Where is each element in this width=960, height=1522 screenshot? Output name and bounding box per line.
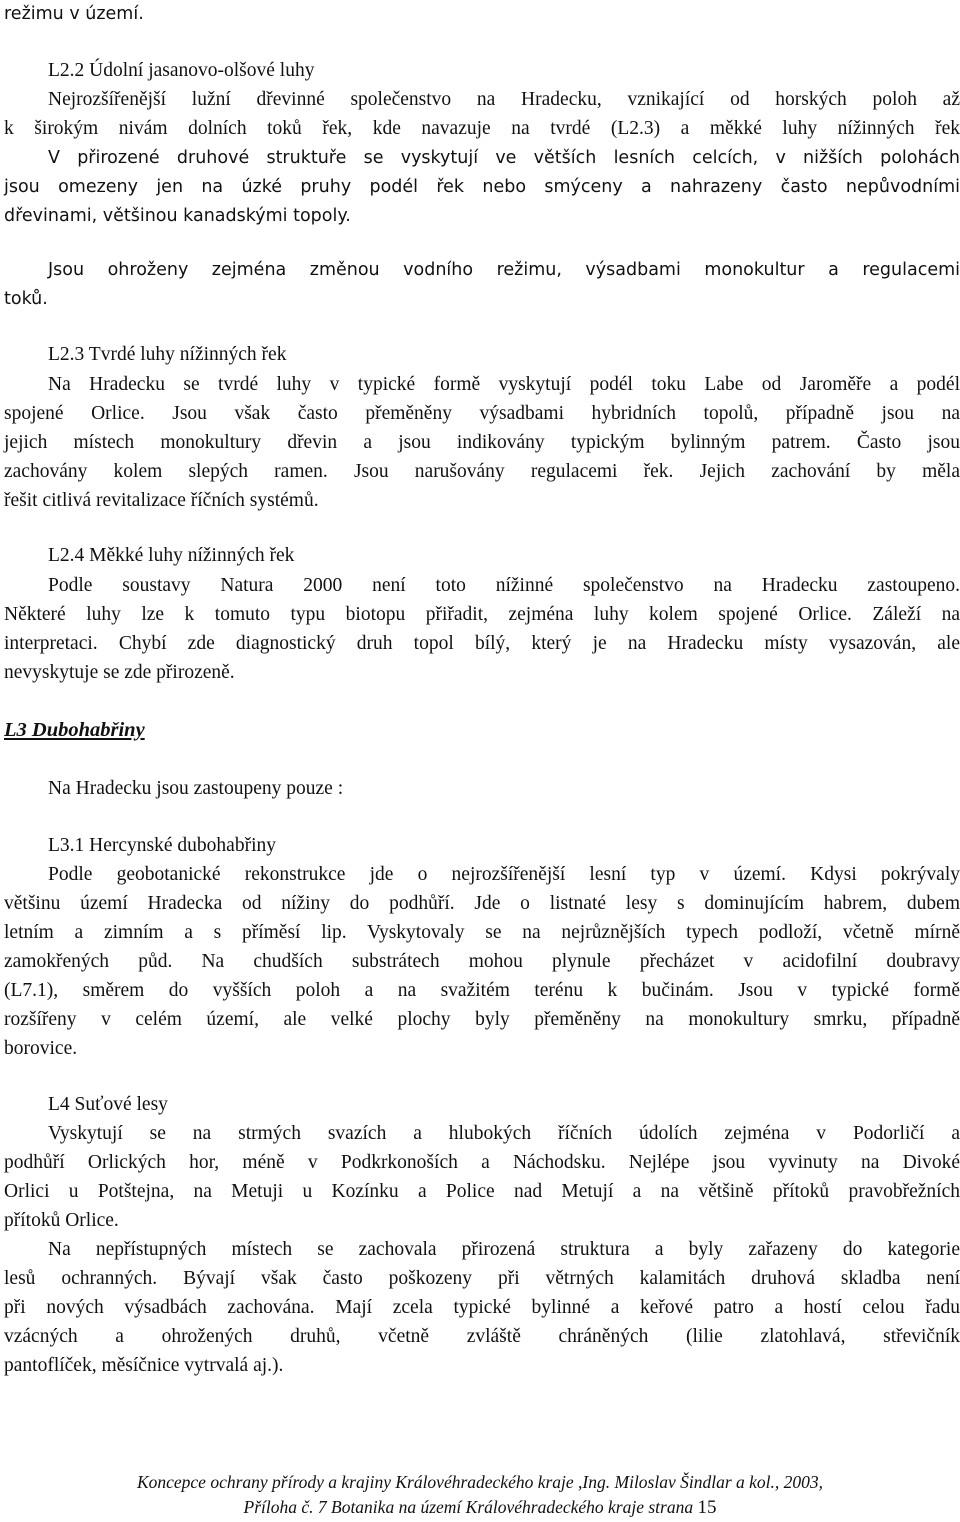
- subsection-title: L2.4 Měkké luhy nížinných řek: [48, 545, 295, 566]
- section-heading: L3 Dubohabřiny: [4, 719, 145, 741]
- page-number: 15: [697, 1497, 717, 1518]
- text-line: jejich místech monokultury dřevin a jsou indikovány typickým bylinným patrem. Často jsou: [4, 432, 960, 453]
- text-line: zachovány kolem slepých ramen. Jsou narušovány regulacemi řek. Jejich zachování by měla: [4, 461, 960, 482]
- subsection-title: L2.2 Údolní jasanovo-olšové luhy: [48, 60, 315, 81]
- text-line: při nových výsadbách zachována. Mají zcela typické bylinné a keřové patro a hostí celou řadu: [4, 1297, 960, 1318]
- text-line: Na nepřístupných místech se zachovala přirozená struktura a byly zařazeny do kategorie: [48, 1239, 960, 1260]
- text-line: Nejrozšířenější lužní dřevinné společenstvo na Hradecku, vznikající od horských poloh až: [48, 89, 960, 110]
- text-line: Na Hradecku se tvrdé luhy v typické formě vyskytují podél toku Labe od Jaroměře a podél: [48, 374, 960, 395]
- text-line: Podle geobotanické rekonstrukce jde o nejrozšířenější lesní typ v území. Kdysi pokrývaly: [48, 864, 960, 885]
- subsection-title: Na Hradecku jsou zastoupeny pouze :: [48, 778, 344, 799]
- text-line: spojené Orlice. Jsou však často přeměněny výsadbami hybridních topolů, případně jsou na: [4, 403, 960, 424]
- text-line: vzácných a ohrožených druhů, včetně zvláště chráněných (lilie zlatohlavá, střevičník: [4, 1326, 960, 1347]
- text-line: k širokým nivám dolních toků řek, kde navazuje na tvrdé (L2.3) a měkké luhy nížinných řek: [4, 118, 960, 139]
- text-line: režimu v území.: [4, 4, 144, 24]
- text-line: V přirozené druhové struktuře se vyskytují ve větších lesních celcích, v nižších polohách: [48, 148, 960, 168]
- text-line: jsou omezeny jen na úzké pruhy podél řek nebo smýceny a nahrazeny často nepůvodními: [4, 177, 960, 197]
- text-line: borovice.: [4, 1038, 78, 1059]
- text-line: Podle soustavy Natura 2000 není toto nížinné společenstvo na Hradecku zastoupeno.: [48, 575, 960, 596]
- footer-line-2: [0, 1495, 960, 1520]
- text-line: Orlici u Potštejna, na Metuji u Kozínku a Police nad Metují a na většině přítoků pravobřežních: [4, 1181, 960, 1202]
- text-line: toků.: [4, 289, 48, 309]
- subsection-title: L4 Suťové lesy: [48, 1094, 168, 1115]
- subsection-title: L2.3 Tvrdé luhy nížinných řek: [48, 344, 287, 365]
- text-line: Některé luhy lze k tomuto typu biotopu přiřadit, zejména luhy kolem spojené Orlice. Záleží na: [4, 604, 960, 625]
- text-line: letním a zimním a s příměsí lip. Vyskytovaly se na nejrůznějších typech podloží, včetně mírně: [4, 922, 960, 943]
- text-line: dřevinami, většinou kanadskými topoly.: [4, 206, 351, 226]
- text-line: většinu území Hradecka od nížiny do podhůří. Jde o listnaté lesy s dominujícím habrem, dubem: [4, 893, 960, 914]
- text-line: řešit citlivá revitalizace říčních systémů.: [4, 490, 319, 511]
- subsection-title: L3.1 Hercynské dubohabřiny: [48, 835, 276, 856]
- text-line: přítoků Orlice.: [4, 1210, 119, 1231]
- text-line: Jsou ohroženy zejména změnou vodního režimu, výsadbami monokultur a regulacemi: [48, 260, 960, 280]
- text-line: podhůří Orlických hor, méně v Podkrkonoších a Náchodsku. Nejlépe jsou vyvinuty na Divoké: [4, 1152, 960, 1173]
- text-line: rozšířeny v celém území, ale velké plochy byly přeměněny na monokultury smrku, případně: [4, 1009, 960, 1030]
- page-footer: [0, 1470, 960, 1520]
- text-line: lesů ochranných. Bývají však často poškozeny při větrných kalamitách druhová skladba není: [4, 1268, 960, 1289]
- text-line: (L7.1), směrem do vyšších poloh a na svažitém terénu k bučinám. Jsou v typické formě: [4, 980, 960, 1001]
- text-line: interpretaci. Chybí zde diagnostický druh topol bílý, který je na Hradecku místy vysazován, ale: [4, 633, 960, 654]
- text-line: nevyskytuje se zde přirozeně.: [4, 662, 235, 683]
- footer-line-1: Koncepce ochrany přírody a krajiny Královéhradeckého kraje ,Ing. Miloslav Šindlar a kol., 2003,: [136, 1472, 824, 1492]
- text-line: Vyskytují se na strmých svazích a hlubokých říčních údolích zejména v Podorličí a: [48, 1123, 960, 1144]
- footer-caption: Příloha č. 7 Botanika na území Královéhradeckého kraje strana: [243, 1497, 698, 1517]
- text-line: zamokřených půd. Na chudších substrátech mohou plynule přecházet v acidofilní doubravy: [4, 951, 960, 972]
- text-line: pantoflíček, měsíčnice vytrvalá aj.).: [4, 1355, 284, 1376]
